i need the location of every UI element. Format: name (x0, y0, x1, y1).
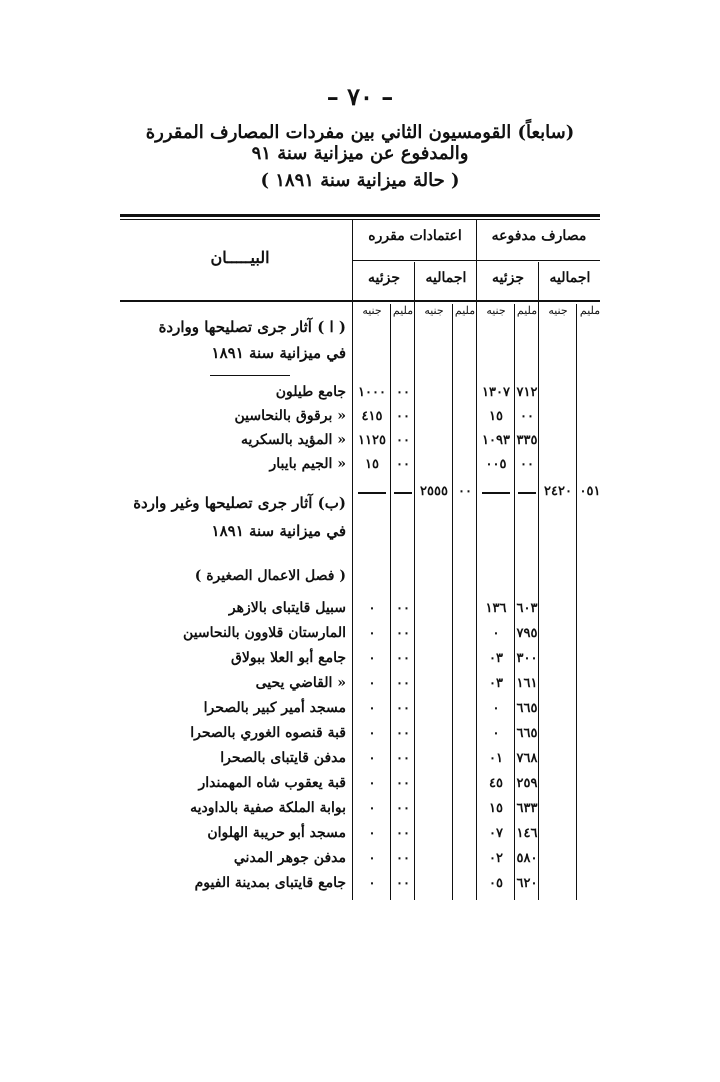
paid-partial-pound: ٠٣ (489, 676, 503, 691)
col-divider (538, 262, 539, 900)
alloc-partial-mill: ٠٠ (396, 433, 410, 448)
paid-partial-mill: ١٦١ (516, 676, 538, 691)
alloc-partial-pound: ٠ (368, 751, 376, 766)
paid-partial-pound: ١٠٩٣ (482, 433, 510, 448)
alloc-partial-pound: ٠ (368, 651, 376, 666)
paid-partial-mill: ٢٥٩ (516, 776, 538, 791)
paid-partial-mill: ٦٦٥ (516, 726, 538, 741)
paid-partial-mill: ٦٦٥ (516, 701, 538, 716)
alloc-partial-pound: ١١٢٥ (358, 433, 386, 448)
paid-partial-mill: ١٤٦ (516, 826, 538, 841)
paid-partial-pound: ١٥ (489, 409, 503, 424)
alloc-partial-mill: ٠٠ (396, 701, 410, 716)
dash-mark (518, 492, 536, 494)
paid-partial-pound: ٤٥ (489, 776, 503, 791)
dash-mark (358, 492, 386, 494)
alloc-partial-pound: ٤١٥ (361, 409, 383, 424)
row-description: مدفن قايتباى بالصحرا (220, 750, 346, 766)
alloc-partial-mill: ٠٠ (396, 876, 410, 891)
col-divider (414, 262, 415, 900)
paid-partial-pound: ٠ (492, 701, 500, 716)
page-subheading: ( حالة ميزانية سنة ١٨٩١ ) (260, 170, 460, 191)
alloc-partial-pound: ٠ (368, 626, 376, 641)
alloc-partial-pound: ٠ (368, 726, 376, 741)
paid-partial-pound: ٠ (492, 726, 500, 741)
header-description: البيـــــان (210, 248, 270, 267)
alloc-partial-pound: ٠ (368, 776, 376, 791)
alloc-total-pound: ٢٥٥٥ (420, 484, 448, 499)
header-paid-total: اجماليه (549, 270, 591, 286)
row-description: مسجد أمير كبير بالصحرا (203, 700, 346, 716)
unit-pound: جنيه (486, 304, 506, 317)
alloc-partial-mill: ٠٠ (396, 385, 410, 400)
section-b-title-line2: في ميزانية سنة ١٨٩١ (211, 522, 346, 540)
alloc-partial-mill: ٠٠ (396, 676, 410, 691)
section-b-title: (ب) آثار جرى تصليحها وغير واردة (133, 494, 346, 512)
paid-partial-mill: ٠٠ (520, 409, 534, 424)
sub-col-divider (576, 304, 577, 900)
paid-partial-mill: ٧٦٨ (516, 751, 538, 766)
sub-col-divider (514, 304, 515, 900)
section-underline (210, 375, 290, 376)
alloc-partial-mill: ٠٠ (396, 626, 410, 641)
unit-millieme: مليم (454, 304, 476, 317)
paid-partial-pound: ٠ (492, 626, 500, 641)
paid-partial-pound: ١٣٠٧ (482, 385, 510, 400)
paid-partial-pound: ٠٣ (489, 651, 503, 666)
alloc-partial-pound: ٠ (368, 701, 376, 716)
row-description: قبة يعقوب شاه المهمندار (198, 775, 346, 791)
alloc-partial-mill: ٠٠ (396, 751, 410, 766)
alloc-partial-pound: ٠ (368, 826, 376, 841)
alloc-partial-mill: ٠٠ (396, 826, 410, 841)
alloc-partial-mill: ٠٠ (396, 601, 410, 616)
alloc-partial-mill: ٠٠ (396, 409, 410, 424)
unit-millieme: مليم (516, 304, 538, 317)
alloc-partial-mill: ٠٠ (396, 801, 410, 816)
page-number: – ٧٠ – (326, 82, 394, 111)
sub-col-divider (452, 304, 453, 900)
row-description: بوابة الملكة صفية بالداوديه (190, 800, 346, 816)
paid-partial-pound: ٠٥ (489, 876, 503, 891)
alloc-partial-mill: ٠٠ (396, 651, 410, 666)
header-paid: مصارف مدفوعه (491, 228, 587, 244)
paid-partial-mill: ٦٢٠ (516, 876, 538, 891)
header-paid-partial: جزئيه (491, 270, 524, 286)
header-bottom-rule (120, 300, 600, 302)
alloc-partial-pound: ٠ (368, 801, 376, 816)
paid-partial-mill: ٦٣٣ (516, 801, 538, 816)
section-a-title-line2: في ميزانية سنة ١٨٩١ (211, 344, 346, 362)
paid-partial-pound: ٠٢ (489, 851, 503, 866)
paid-total-pound: ٢٤٢٠ (544, 484, 572, 499)
row-description: جامع طيلون (275, 384, 346, 400)
row-description: « القاضي يحيى (255, 675, 346, 691)
unit-millieme: مليم (392, 304, 414, 317)
alloc-partial-pound: ٠ (368, 601, 376, 616)
alloc-partial-pound: ٠ (368, 876, 376, 891)
col-divider (352, 220, 353, 900)
paid-partial-mill: ٠٠ (520, 457, 534, 472)
alloc-partial-pound: ٠ (368, 676, 376, 691)
unit-pound: جنيه (362, 304, 382, 317)
header-alloc-partial: جزئيه (367, 270, 400, 286)
section-c-title: ( فصل الاعمال الصغيرة ) (194, 568, 346, 584)
paid-partial-mill: ٦٠٣ (516, 601, 538, 616)
paid-partial-pound: ٠٠٥ (485, 457, 507, 472)
paid-partial-pound: ٠٧ (489, 826, 503, 841)
row-description: قبة قنصوه الغوري بالصحرا (190, 725, 346, 741)
col-divider (476, 220, 477, 900)
paid-partial-pound: ١٣٦ (485, 601, 507, 616)
row-description: « الجيم بايبار (269, 456, 346, 472)
unit-pound: جنيه (424, 304, 444, 317)
unit-pound: جنيه (548, 304, 568, 317)
alloc-partial-pound: ١٥ (365, 457, 379, 472)
header-alloc-total: اجماليه (425, 270, 467, 286)
paid-partial-pound: ١٥ (489, 801, 503, 816)
alloc-partial-pound: ٠ (368, 851, 376, 866)
page-heading: (سابعاً) القومسيون الثاني بين مفردات المصارف المقررة والمدفوع عن ميزانية سنة ٩١ (145, 122, 575, 164)
alloc-partial-mill: ٠٠ (396, 726, 410, 741)
alloc-total-mill: ٠٠ (458, 484, 472, 499)
section-a-title: ( ا ) آثار جرى تصليحها وواردة (158, 318, 346, 336)
row-description: سبيل قايتباى بالازهر (228, 600, 346, 616)
dash-mark (482, 492, 510, 494)
paid-total-mill: ٠٥١ (579, 484, 601, 499)
paid-partial-mill: ٧٩٥ (516, 626, 538, 641)
row-description: جامع أبو العلا ببولاق (231, 650, 346, 666)
paid-partial-mill: ٧١٢ (516, 385, 538, 400)
paid-partial-pound: ٠١ (489, 751, 503, 766)
alloc-partial-mill: ٠٠ (396, 776, 410, 791)
unit-millieme: مليم (579, 304, 601, 317)
alloc-partial-pound: ١٠٠٠ (358, 385, 386, 400)
paid-partial-mill: ٣٣٥ (516, 433, 538, 448)
sub-col-divider (390, 304, 391, 900)
dash-mark (394, 492, 412, 494)
header-allotted: اعتمادات مقرره (368, 228, 462, 244)
alloc-partial-mill: ٠٠ (396, 851, 410, 866)
top-rule-thin (120, 219, 600, 220)
row-description: « المؤيد بالسكريه (241, 432, 346, 448)
row-description: مدفن جوهر المدني (233, 850, 346, 866)
top-rule (120, 214, 600, 217)
alloc-partial-mill: ٠٠ (396, 457, 410, 472)
row-description: مسجد أبو حريبة الهلوان (207, 825, 346, 841)
row-description: جامع قايتباى بمدينة الفيوم (194, 875, 346, 891)
paid-partial-mill: ٣٠٠ (516, 651, 538, 666)
header-mid-rule (352, 260, 600, 261)
paid-partial-mill: ٥٨٠ (516, 851, 538, 866)
row-description: المارستان قلاوون بالنحاسين (183, 625, 346, 641)
row-description: « برقوق بالنحاسين (234, 408, 346, 424)
